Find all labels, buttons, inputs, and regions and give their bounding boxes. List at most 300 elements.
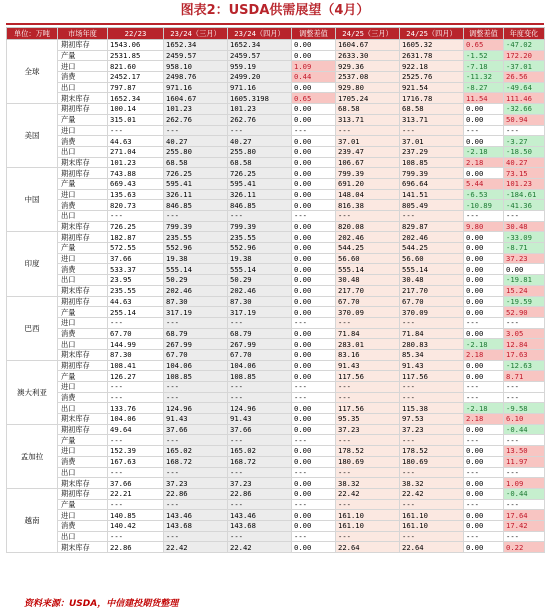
value-cell: -8.71 [504,243,545,254]
value-cell: 0.00 [504,264,545,275]
value-cell: 313.71 [400,114,464,125]
category-label: 期初库存 [58,40,108,51]
value-cell: 0.00 [292,178,336,189]
table-row [7,40,545,51]
region-label: 澳大利亚 [7,360,58,424]
value-cell: 83.16 [336,349,400,360]
table-row [7,264,545,275]
value-cell: 0.00 [464,243,504,254]
value-cell: 11.54 [464,93,504,104]
value-cell: 799.39 [400,168,464,179]
value-cell: --- [504,392,545,403]
value-cell: 124.96 [164,403,228,414]
table-row [7,72,545,83]
value-cell: 2.18 [464,414,504,425]
category-label: 期初库存 [58,104,108,115]
category-label: 期末库存 [58,414,108,425]
category-label: 进口 [58,189,108,200]
value-cell: --- [292,317,336,328]
value-cell: -41.36 [504,200,545,211]
value-cell: 0.00 [464,371,504,382]
table-row [7,424,545,435]
category-label: 出口 [58,275,108,286]
value-cell: 0.00 [292,264,336,275]
table-row [7,146,545,157]
header-2223: 22/23 [108,28,164,40]
category-label: 出口 [58,339,108,350]
value-cell: 1604.67 [164,93,228,104]
value-cell: 797.87 [108,82,164,93]
value-cell: --- [400,392,464,403]
category-label: 进口 [58,382,108,393]
value-cell: 0.00 [292,510,336,521]
value-cell: --- [108,125,164,136]
value-cell: --- [292,211,336,222]
value-cell: --- [504,435,545,446]
table-header-row [7,28,545,40]
value-cell: 0.00 [292,403,336,414]
value-cell: 117.56 [336,371,400,382]
category-label: 期初库存 [58,232,108,243]
value-cell: 37.66 [108,478,164,489]
value-cell: 108.41 [108,360,164,371]
value-cell: --- [400,382,464,393]
table-row [7,478,545,489]
value-cell: 0.00 [292,542,336,553]
table-row [7,285,545,296]
category-label: 出口 [58,531,108,542]
source-note: 资料来源：USDA，中信建投期货整理 [24,599,179,609]
value-cell: 135.63 [108,189,164,200]
value-cell: 68.58 [400,104,464,115]
table-row [7,467,545,478]
value-cell: --- [108,392,164,403]
value-cell: 0.00 [292,243,336,254]
value-cell: 56.60 [400,253,464,264]
category-label: 消费 [58,136,108,147]
value-cell: 555.14 [228,264,292,275]
value-cell: 0.00 [464,328,504,339]
value-cell: 117.56 [400,371,464,382]
table-row [7,542,545,553]
header-2425-march: 24/25（三月） [336,28,400,40]
header-2324-march: 23/24（三月） [164,28,228,40]
region-label: 孟加拉 [7,424,58,488]
value-cell: 52.90 [504,307,545,318]
value-cell: --- [164,499,228,510]
value-cell: 117.56 [336,403,400,414]
category-label: 消费 [58,72,108,83]
value-cell: --- [336,317,400,328]
value-cell: 283.01 [336,339,400,350]
value-cell: --- [108,317,164,328]
value-cell: 73.15 [504,168,545,179]
value-cell: 40.27 [504,157,545,168]
value-cell: 91.43 [164,414,228,425]
value-cell: 971.16 [228,82,292,93]
value-cell: --- [108,382,164,393]
category-label: 期初库存 [58,424,108,435]
value-cell: 544.25 [336,243,400,254]
value-cell: 0.00 [292,414,336,425]
value-cell: 22.42 [400,488,464,499]
value-cell: 237.29 [400,146,464,157]
value-cell: 68.58 [164,157,228,168]
value-cell: 22.64 [336,542,400,553]
value-cell: 552.96 [228,243,292,254]
value-cell: --- [164,317,228,328]
value-cell: 44.63 [108,296,164,307]
table-row [7,520,545,531]
category-label: 期末库存 [58,157,108,168]
value-cell: 37.23 [400,424,464,435]
value-cell: --- [164,531,228,542]
value-cell: --- [464,435,504,446]
value-cell: --- [228,467,292,478]
value-cell: 49.64 [108,424,164,435]
value-cell: 68.79 [164,328,228,339]
value-cell: 101.23 [228,104,292,115]
table-row [7,456,545,467]
value-cell: 0.00 [464,253,504,264]
value-cell: --- [400,531,464,542]
value-cell: 106.67 [336,157,400,168]
value-cell: 40.27 [164,136,228,147]
header-2324-april: 23/24（四月） [228,28,292,40]
value-cell: 255.80 [164,146,228,157]
value-cell: 0.00 [292,146,336,157]
value-cell: --- [336,467,400,478]
value-cell: --- [292,392,336,403]
value-cell: 317.19 [164,307,228,318]
value-cell: 0.00 [464,104,504,115]
value-cell: 0.00 [292,456,336,467]
value-cell: -19.81 [504,275,545,286]
value-cell: 22.86 [164,488,228,499]
value-cell: 1652.34 [108,93,164,104]
table-row [7,531,545,542]
region-label: 巴西 [7,296,58,360]
category-label: 期末库存 [58,93,108,104]
category-label: 期末库存 [58,285,108,296]
header-market-year: 市场年度 [58,28,108,40]
value-cell: 0.00 [292,424,336,435]
value-cell: 68.79 [228,328,292,339]
value-cell: 0.00 [464,275,504,286]
value-cell: 37.66 [228,424,292,435]
value-cell: 161.10 [336,510,400,521]
value-cell: 22.42 [336,488,400,499]
category-label: 进口 [58,61,108,72]
value-cell: --- [228,125,292,136]
value-cell: 126.27 [108,371,164,382]
category-label: 期初库存 [58,168,108,179]
value-cell: 235.55 [108,285,164,296]
value-cell: 168.72 [228,456,292,467]
value-cell: 37.01 [336,136,400,147]
value-cell: 37.23 [336,424,400,435]
value-cell: 217.70 [400,285,464,296]
table-row [7,339,545,350]
category-label: 消费 [58,264,108,275]
category-label: 进口 [58,125,108,136]
value-cell: 959.19 [228,61,292,72]
value-cell: --- [400,317,464,328]
header-adjustment-2425: 调整差值 [464,28,504,40]
value-cell: --- [108,531,164,542]
value-cell: 2631.78 [400,50,464,61]
value-cell: -0.44 [504,488,545,499]
value-cell: --- [504,382,545,393]
value-cell: 22.42 [228,542,292,553]
value-cell: 104.06 [108,414,164,425]
value-cell: --- [464,317,504,328]
table-body [7,40,545,553]
category-label: 产量 [58,499,108,510]
value-cell: 217.70 [336,285,400,296]
value-cell: --- [336,435,400,446]
value-cell: 143.46 [228,510,292,521]
value-cell: 1.09 [504,478,545,489]
category-label: 出口 [58,211,108,222]
value-cell: --- [292,467,336,478]
value-cell: 0.00 [464,307,504,318]
value-cell: 17.63 [504,349,545,360]
value-cell: 799.39 [164,221,228,232]
value-cell: 922.18 [400,61,464,72]
category-label: 消费 [58,328,108,339]
value-cell: 0.00 [464,136,504,147]
value-cell: 0.00 [292,40,336,51]
value-cell: --- [336,499,400,510]
category-label: 进口 [58,253,108,264]
value-cell: 143.46 [164,510,228,521]
value-cell: 315.01 [108,114,164,125]
category-label: 期初库存 [58,296,108,307]
value-cell: -2.18 [464,339,504,350]
value-cell: 691.20 [336,178,400,189]
table-row [7,349,545,360]
table-row [7,136,545,147]
value-cell: 38.32 [400,478,464,489]
category-label: 消费 [58,200,108,211]
value-cell: -0.44 [504,424,545,435]
category-label: 出口 [58,146,108,157]
value-cell: 726.25 [164,168,228,179]
value-cell: --- [464,499,504,510]
value-cell: 595.41 [228,178,292,189]
value-cell: 202.46 [164,285,228,296]
value-cell: 726.25 [228,168,292,179]
value-cell: --- [292,382,336,393]
table-row [7,178,545,189]
value-cell: --- [108,211,164,222]
value-cell: -18.50 [504,146,545,157]
value-cell: 0.00 [292,275,336,286]
value-cell: 555.14 [400,264,464,275]
value-cell: 0.00 [464,542,504,553]
value-cell: 0.00 [292,157,336,168]
category-label: 进口 [58,510,108,521]
category-label: 出口 [58,403,108,414]
table-row [7,296,545,307]
value-cell: 799.39 [336,168,400,179]
value-cell: 0.00 [464,446,504,457]
value-cell: 267.99 [164,339,228,350]
region-label: 越南 [7,488,58,552]
value-cell: --- [464,392,504,403]
value-cell: 15.24 [504,285,545,296]
value-cell: --- [336,531,400,542]
value-cell: 262.76 [228,114,292,125]
value-cell: 0.00 [464,264,504,275]
value-cell: 172.20 [504,50,545,61]
value-cell: 202.46 [228,285,292,296]
value-cell: 595.41 [164,178,228,189]
value-cell: --- [292,499,336,510]
value-cell: 0.00 [292,349,336,360]
value-cell: 101.23 [164,104,228,115]
value-cell: -19.59 [504,296,545,307]
value-cell: 30.48 [336,275,400,286]
value-cell: --- [464,382,504,393]
category-label: 期初库存 [58,488,108,499]
value-cell: 11.97 [504,456,545,467]
value-cell: --- [228,382,292,393]
value-cell: 104.06 [228,360,292,371]
value-cell: --- [292,125,336,136]
value-cell: -11.32 [464,72,504,83]
table-row [7,211,545,222]
table-row [7,189,545,200]
value-cell: 239.47 [336,146,400,157]
value-cell: 799.39 [228,221,292,232]
table-row [7,114,545,125]
value-cell: --- [292,531,336,542]
value-cell: --- [228,499,292,510]
value-cell: --- [228,317,292,328]
value-cell: 0.00 [292,114,336,125]
value-cell: 140.85 [108,510,164,521]
value-cell: -2.18 [464,146,504,157]
value-cell: 22.64 [400,542,464,553]
value-cell: 0.00 [292,221,336,232]
value-cell: --- [228,392,292,403]
value-cell: 0.00 [292,50,336,61]
value-cell: -9.58 [504,403,545,414]
value-cell: 9.80 [464,221,504,232]
value-cell: -3.27 [504,136,545,147]
value-cell: --- [400,467,464,478]
value-cell: 370.09 [400,307,464,318]
table-row [7,403,545,414]
value-cell: 50.29 [164,275,228,286]
value-cell: --- [108,499,164,510]
value-cell: 726.25 [108,221,164,232]
value-cell: 161.10 [400,510,464,521]
value-cell: 124.96 [228,403,292,414]
value-cell: 533.37 [108,264,164,275]
value-cell: 140.42 [108,520,164,531]
value-cell: 56.60 [336,253,400,264]
value-cell: 280.83 [400,339,464,350]
value-cell: 178.52 [400,446,464,457]
value-cell: 0.00 [292,296,336,307]
category-label: 产量 [58,114,108,125]
value-cell: --- [108,435,164,446]
value-cell: 202.46 [400,232,464,243]
value-cell: 152.39 [108,446,164,457]
value-cell: 71.84 [336,328,400,339]
value-cell: 6.10 [504,414,545,425]
region-label: 美国 [7,104,58,168]
value-cell: --- [504,211,545,222]
header-2425-april: 24/25（四月） [400,28,464,40]
value-cell: 555.14 [164,264,228,275]
value-cell: 23.95 [108,275,164,286]
value-cell: -1.52 [464,50,504,61]
table-row [7,392,545,403]
value-cell: 326.11 [164,189,228,200]
table-row [7,61,545,72]
value-cell: --- [164,382,228,393]
page-title: 图表2：USDA供需展望（4月） [180,3,370,18]
value-cell: --- [336,392,400,403]
value-cell: 313.71 [336,114,400,125]
value-cell: 37.01 [400,136,464,147]
value-cell: --- [228,531,292,542]
value-cell: 19.38 [164,253,228,264]
value-cell: 0.00 [292,168,336,179]
value-cell: 71.84 [400,328,464,339]
value-cell: 0.00 [464,478,504,489]
value-cell: --- [228,211,292,222]
table-row [7,488,545,499]
value-cell: -6.53 [464,189,504,200]
category-label: 消费 [58,456,108,467]
table-row [7,328,545,339]
value-cell: 929.36 [336,61,400,72]
value-cell: -47.02 [504,40,545,51]
value-cell: --- [336,382,400,393]
category-label: 产量 [58,243,108,254]
value-cell: 44.63 [108,136,164,147]
value-cell: 0.00 [292,339,336,350]
table-row [7,275,545,286]
category-label: 产量 [58,50,108,61]
value-cell: 2459.57 [164,50,228,61]
value-cell: 235.55 [228,232,292,243]
value-cell: 180.69 [400,456,464,467]
value-cell: 820.08 [336,221,400,232]
value-cell: 0.00 [464,360,504,371]
value-cell: 17.42 [504,520,545,531]
value-cell: 22.42 [164,542,228,553]
value-cell: -37.01 [504,61,545,72]
value-cell: 148.04 [336,189,400,200]
value-cell: -32.66 [504,104,545,115]
value-cell: 22.86 [108,542,164,553]
value-cell: --- [292,435,336,446]
value-cell: 1605.3198 [228,93,292,104]
value-cell: 0.00 [292,189,336,200]
value-cell: 326.11 [228,189,292,200]
region-label: 印度 [7,232,58,296]
value-cell: 1.09 [292,61,336,72]
value-cell: 37.66 [108,253,164,264]
value-cell: 108.85 [400,157,464,168]
value-cell: 572.55 [108,243,164,254]
